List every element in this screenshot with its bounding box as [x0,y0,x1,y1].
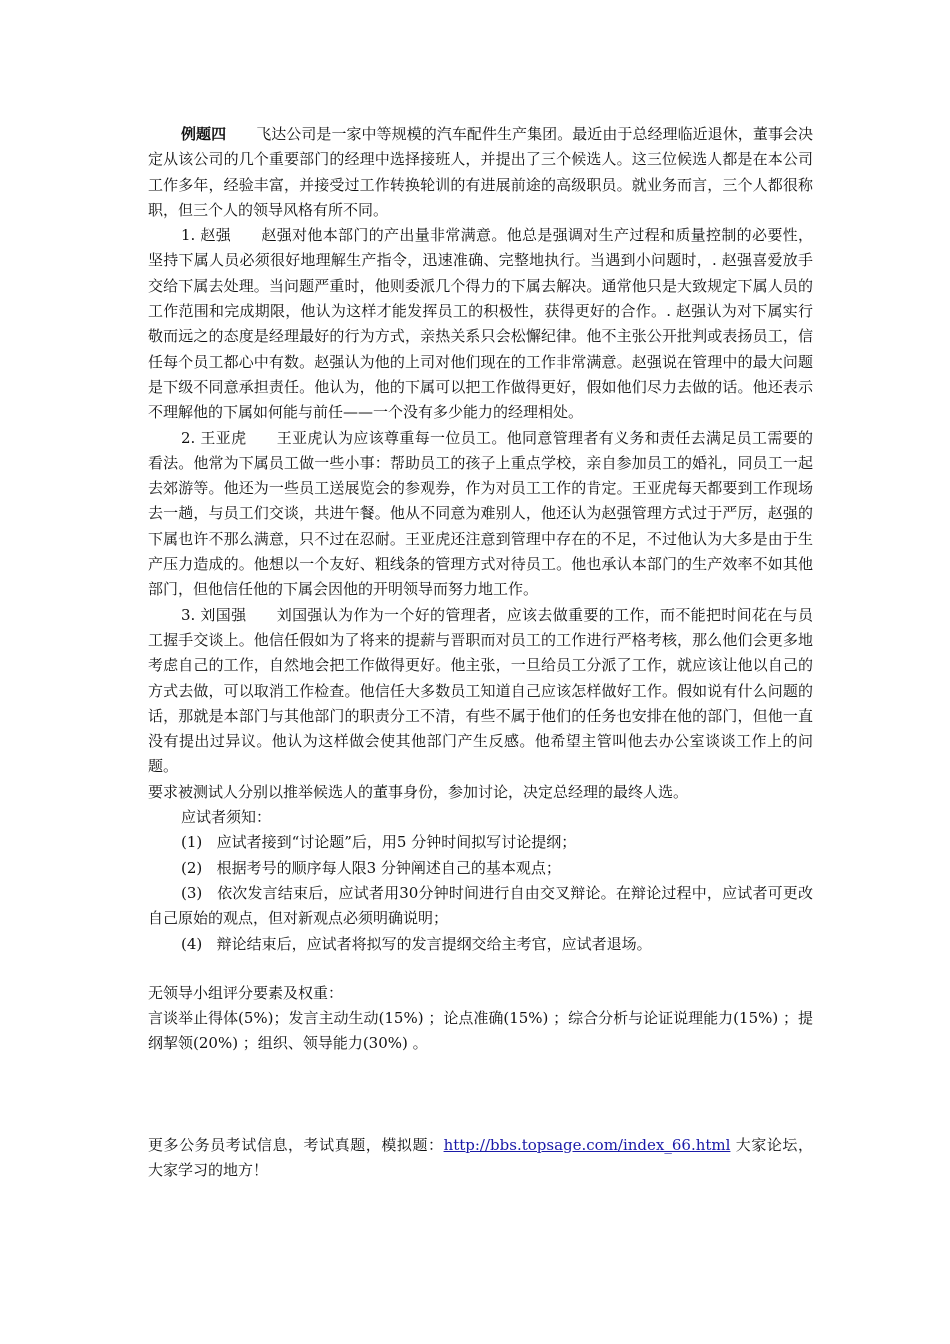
candidate-text: 刘国强认为作为一个好的管理者，应该去做重要的工作，而不能把时间花在与员工握手交谈上。他信任假如为了将来的提薪与晋职而对员工的工作进行严格考核，那么他们会更多地考虑自己的工作，自然地会把工作做得更好。他主张，一旦给员工分派了工作，就应该让他以自己的方式去做，可以取消工作检查。他信任大多数员工知道自己应该怎样做好工作。假如说有什么问题的话，那就是本部门与其他部门的职责分工不清，有些不属于他们的任务也安排在他的部门，但他一直没有提出过异议。他认为这样做会使其他部门产生反感。他希望主管叫他去办公室谈谈工作上的问题。 [148,605,813,776]
candidate-label: 1. 赵强 [181,226,232,245]
candidate-paragraph-3 [148,603,813,780]
notice-item-3 [148,881,813,932]
spacer [148,957,813,981]
candidate-label: 3. 刘国强 [181,605,247,624]
document-body [148,122,813,1183]
notice-item-text: 依次发言结束后，应试者用30分钟时间进行自由交叉辩论。在辩论过程中，应试者可更改自己原始的观点，但对新观点必须明确说明； [148,883,813,928]
candidate-paragraph-1 [148,223,813,425]
notice-item-text: 辩论结束后，应试者将拟写的发言提纲交给主考官，应试者退场。 [216,934,652,953]
candidate-label: 2. 王亚虎 [181,428,247,447]
forum-link[interactable]: http://bbs.topsage.com/index_66.html [443,1135,731,1154]
footer-paragraph [148,1133,813,1184]
notice-title: 应试者须知： [181,808,272,827]
notice-item-1 [148,830,813,855]
requirement-paragraph: 要求被测试人分别以推举候选人的董事身份，参加讨论，决定总经理的最终人选。 [148,782,689,801]
example-label: 例题四 [181,125,227,143]
notice-item-text: 根据考号的顺序每人限3 分钟阐述自己的基本观点； [216,858,561,877]
candidate-paragraph-2 [148,426,813,603]
scoring-title: 无领导小组评分要素及权重： [148,983,344,1002]
notice-item-4 [148,932,813,957]
intro-paragraph [148,122,813,223]
intro-text: 飞达公司是一家中等规模的汽车配件生产集团。最近由于总经理临近退休，董事会决定从该公司的几个重要部门的经理中选择接班人，并提出了三个候选人。这三位候选人都是在本公司工作多年，经验丰富，并接受过工作转换轮训的有进展前途的高级职员。就业务而言，三个人都很称职，但三个人的领导风格有所不同。 [148,125,813,219]
notice-item-text: 应试者接到“讨论题”后，用5 分钟时间拟写讨论提纲； [216,833,577,852]
notice-item-2 [148,856,813,881]
scoring-text: 言谈举止得体(5%)；发言主动生动(15%) ；论点准确(15%) ；综合分析与论证说理能力(15%) ；提纲挈领(20%) ；组织、领导能力(30%) 。 [148,1009,813,1053]
candidate-text: 赵强对他本部门的产出量非常满意。他总是强调对生产过程和质量控制的必要性，坚持下属人员必须很好地理解生产指令，迅速准确、完整地执行。当遇到小问题时，. 赵强喜爱放手交给下属去处理。当问题严重时，他则委派几个得力的下属去解决。通常他只是大致规定下属人员的工作范围和完成期限，他认为这样才能发挥员工的积极性，获得更好的合作。. 赵强认为对下属实行敬而远之的态度是经理最好的行为方式，亲热关系只会松懈纪律。他不主张公开批判或表扬员工，信任每个员工都心中有数。赵强认为他的上司对他们现在的工作非常满意。赵强说在管理中的最大问题是下级不同意承担责任。他认为，他的下属可以把工作做得更好，假如他们尽力去做的话。他还表示不理解他的下属如何能与前任——一个没有多少能力的经理相处。 [148,226,813,422]
notice-item-number: (3) [181,883,203,902]
notice-item-number: (4) [181,934,203,953]
spacer [148,1057,813,1133]
footer-suffix: 大家论坛，大家学习的地方！ [148,1135,813,1179]
notice-item-number: (2) [181,858,203,877]
candidate-text: 王亚虎认为应该尊重每一位员工。他同意管理者有义务和责任去满足员工需要的看法。他常为下属员工做一些小事：帮助员工的孩子上重点学校，亲自参加员工的婚礼，同员工一起去郊游等。他还为一些员工送展览会的参观券，作为对员工工作的肯定。王亚虎每天都要到工作现场去一趟，与员工们交谈，共进午餐。他从不同意为难别人，他还认为赵强管理方式过于严厉，赵强的下属也许不那么满意，只不过在忍耐。王亚虎还注意到管理中存在的不足，不过他认为大多是由于生产压力造成的。他想以一个友好、粗线条的管理方式对待员工。他也承认本部门的生产效率不如其他部门，但他信任他的下属会因他的开明领导而努力地工作。 [148,428,813,599]
footer-prefix: 更多公务员考试信息，考试真题，模拟题： [148,1135,444,1154]
notice-item-number: (1) [181,833,203,852]
